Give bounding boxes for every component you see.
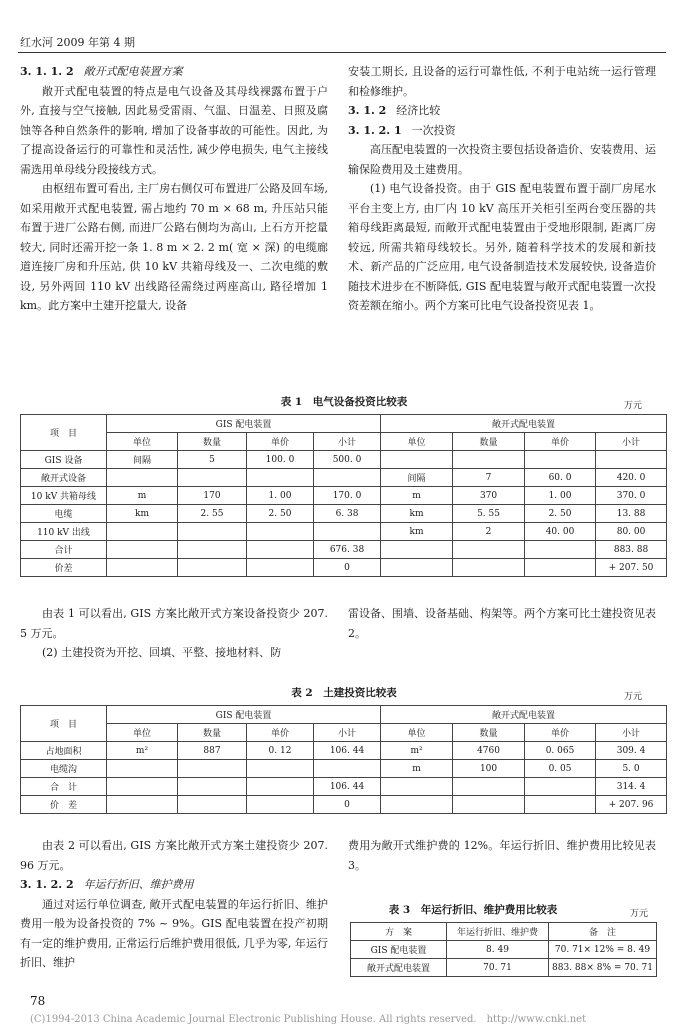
table-cell: 883. 88 (596, 541, 667, 559)
table-cell: 2. 50 (525, 505, 596, 523)
table-row (351, 941, 657, 959)
table-cell: 电缆沟 (21, 760, 107, 778)
section-number: 3. 1. 2. 1 (348, 123, 402, 137)
column-header: 单价 (247, 724, 314, 742)
table-cell: 106. 44 (314, 778, 381, 796)
column-header: 单价 (525, 433, 596, 451)
table-cell: 合 计 (21, 778, 107, 796)
section-title: 年运行折旧、维护费用 (83, 878, 194, 891)
section-heading-3112 (20, 62, 328, 82)
table-cell (107, 469, 178, 487)
table-cell (247, 541, 314, 559)
copyright-notice: (C)1994-2013 China Academic Journal Electronic Publishing House. All rights reserved. http://www.cnki.net (30, 1014, 587, 1025)
table-cell (381, 796, 453, 814)
table-cell: 13. 88 (596, 505, 667, 523)
table-cell: 敞开式配电装置 (351, 959, 447, 977)
table-cell: 0. 12 (247, 742, 314, 760)
table-cell: 7 (453, 469, 525, 487)
column-header: 单价 (247, 433, 314, 451)
paragraph: 通过对运行单位调查, 敞开式配电装置的年运行折旧、维护费用一般为设备投资的 7% ~ 9%。GIS 配电装置在投产初期有一定的维护费用, 正常运行后维护费用很低, 几乎为零, 年运行折旧、维护 (20, 897, 328, 969)
table-cell: 0. 05 (525, 760, 596, 778)
table-cell (525, 778, 596, 796)
table-cell: 370. 0 (596, 487, 667, 505)
table1-gis-header: GIS 配电装置 (107, 415, 381, 433)
table-cell: 0 (314, 796, 381, 814)
section-heading-3121 (348, 121, 656, 141)
table-cell (107, 541, 178, 559)
table2-subheader-row (21, 724, 667, 742)
table-cell (178, 778, 247, 796)
column-header: 年运行折旧、维护费 (447, 923, 549, 941)
table-row (21, 796, 667, 814)
table-cell: km (107, 505, 178, 523)
right-column-mid (348, 604, 656, 643)
table-cell (247, 523, 314, 541)
table-cell: 5. 55 (453, 505, 525, 523)
table-cell (453, 451, 525, 469)
paragraph: (2) 土建投资为开挖、回填、平整、接地材料、防 (42, 646, 282, 659)
table-cell (525, 451, 596, 469)
table-cell: 370 (453, 487, 525, 505)
table-row (21, 778, 667, 796)
table-cell (453, 778, 525, 796)
table-cell (525, 796, 596, 814)
paragraph: 由枢纽布置可看出, 主厂房右侧仅可布置进厂公路及回车场, 如采用敞开式配电装置, 需占地约 70 m × 68 m, 升压站只能布置于进厂公路右侧, 而进厂公路右侧均为高山, 上石方开挖量较大, 同时还需开挖一条 1. 8 m × 2. 2 m( 宽 × 深) 的电缆廊道连接厂房和升压站, 供 10 kV 共箱母线及一、二次电缆的敷设, 另外两回 110 kV 出线路径需绕过两座高山, 路径增加 1 km。此方案中土建开挖量大, 设备 (20, 182, 328, 312)
column-header: 单价 (525, 724, 596, 742)
page-number: 78 (30, 994, 46, 1008)
table-cell: m² (381, 742, 453, 760)
column-header: 小计 (314, 724, 381, 742)
table-cell: 合计 (21, 541, 107, 559)
table-row (21, 541, 667, 559)
column-header: 单位 (107, 433, 178, 451)
table-cell: 10 kV 共箱母线 (21, 487, 107, 505)
table-cell: m² (107, 742, 178, 760)
table-cell (247, 796, 314, 814)
table-cell (381, 451, 453, 469)
table-cell: 40. 00 (525, 523, 596, 541)
table-cell: 1. 00 (525, 487, 596, 505)
table-cell: 170 (178, 487, 247, 505)
table-cell: 6. 38 (314, 505, 381, 523)
table-cell: 60. 0 (525, 469, 596, 487)
table-cell (107, 778, 178, 796)
table1-subheader-row (21, 433, 667, 451)
column-header: 方 案 (351, 923, 447, 941)
table3-unit: 万元 (630, 909, 649, 919)
table-cell: GIS 配电装置 (351, 941, 447, 959)
table-cell: + 207. 50 (596, 559, 667, 577)
left-column-mid (20, 604, 328, 663)
table2-gis-header: GIS 配电装置 (107, 706, 381, 724)
section-heading-312 (348, 101, 656, 121)
section-heading-3122 (20, 875, 328, 895)
table-row (21, 742, 667, 760)
table-cell (453, 541, 525, 559)
table-cell (247, 778, 314, 796)
table-cell (314, 469, 381, 487)
table-cell (525, 541, 596, 559)
table-cell (178, 796, 247, 814)
table-cell (107, 559, 178, 577)
right-column-top (348, 62, 656, 316)
table-cell: 100. 0 (247, 451, 314, 469)
table-cell (381, 559, 453, 577)
table-cell: 100 (453, 760, 525, 778)
column-header: 数量 (178, 433, 247, 451)
header-rule (18, 52, 666, 53)
section-number: 3. 1. 2. 2 (20, 878, 74, 891)
table-cell (178, 541, 247, 559)
table-cell: 110 kV 出线 (21, 523, 107, 541)
table-cell (107, 760, 178, 778)
table-cell: 间隔 (107, 451, 178, 469)
table-cell: 0 (314, 559, 381, 577)
paragraph: (1) 电气设备投资。由于 GIS 配电装置布置于副厂房尾水平台主变上方, 由厂内 10 kV 高压开关柜引至两台变压器的共箱母线距离最短, 而敞开式配电装置由于受地形限制, 距离厂房较远, 所需共箱母线较长。另外, 随着科学技术的发展和新技术、新产品的广泛应用, 电气设备制造技术发展较快, 设备造价随技术进步在不断降低, GIS 配电装置与敞开式配电装置一次投资差额在缩小。两个方案可比电气设备投资见表 1。 (348, 182, 656, 312)
table-cell (247, 760, 314, 778)
table-cell (178, 559, 247, 577)
table-row (21, 451, 667, 469)
table-cell: 2. 50 (247, 505, 314, 523)
table2-title: 表 2 土建投资比较表 (291, 687, 397, 699)
paragraph: 敞开式配电装置的特点是电气设备及其母线裸露布置于户外, 直接与空气接触, 因此易受雷雨、气温、日温差、日照及腐蚀等各种自然条件的影响, 增加了设备事故的可能性。因此, 为了提高设备运行的可靠性和灵活性, 减少停电损失, 电气主接线需选用单母线分段接线方式。 (20, 84, 328, 176)
table2 (20, 705, 667, 814)
table-cell: 70. 71 (447, 959, 549, 977)
table-cell (178, 523, 247, 541)
table-cell (525, 559, 596, 577)
column-header: 数量 (453, 433, 525, 451)
table-cell: 4760 (453, 742, 525, 760)
left-column-top (20, 62, 328, 316)
table-cell: + 207. 96 (596, 796, 667, 814)
table-cell: 70. 71× 12% = 8. 49 (549, 941, 657, 959)
table-cell: 420. 0 (596, 469, 667, 487)
table-cell: km (381, 523, 453, 541)
section-title: 敞开式配电装置方案 (83, 65, 183, 78)
table1 (20, 414, 667, 577)
table-cell (314, 523, 381, 541)
table-cell: m (381, 487, 453, 505)
column-header: 数量 (453, 724, 525, 742)
table-cell (453, 796, 525, 814)
table1-item-header: 项 目 (21, 415, 107, 451)
table-cell (247, 469, 314, 487)
column-header: 单位 (107, 724, 178, 742)
paragraph: 由表 2 可以看出, GIS 方案比敞开式方案土建投资少 207. 96 万元。 (20, 839, 328, 872)
table3-title: 表 3 年运行折旧、维护费用比较表 (388, 904, 558, 916)
table-cell: m (107, 487, 178, 505)
table-cell: km (381, 505, 453, 523)
column-header: 小计 (596, 433, 667, 451)
table-cell: GIS 设备 (21, 451, 107, 469)
table-cell: 106. 44 (314, 742, 381, 760)
table-cell: 电缆 (21, 505, 107, 523)
table-cell (453, 559, 525, 577)
table-cell: 2. 55 (178, 505, 247, 523)
section-title: 一次投资 (411, 123, 456, 137)
column-header: 单位 (381, 724, 453, 742)
table-cell (178, 760, 247, 778)
left-column-bottom (20, 836, 328, 973)
table-cell (107, 523, 178, 541)
table-row (21, 469, 667, 487)
table-cell: 5 (178, 451, 247, 469)
table-row (21, 760, 667, 778)
table-cell: 883. 88× 8% = 70. 71 (549, 959, 657, 977)
table2-open-header: 敞开式配电装置 (381, 706, 667, 724)
section-title: 经济比较 (396, 104, 441, 117)
table3 (350, 922, 657, 977)
section-number: 3. 1. 1. 2 (20, 65, 74, 78)
table-cell: 价 差 (21, 796, 107, 814)
paragraph: 由表 1 可以看出, GIS 方案比敞开式方案设备投资少 207. 5 万元。 (20, 607, 328, 640)
table-cell (381, 778, 453, 796)
table3-header-row (351, 923, 657, 941)
table-cell (381, 541, 453, 559)
table-cell: 887 (178, 742, 247, 760)
table-cell: 8. 49 (447, 941, 549, 959)
table-row (21, 559, 667, 577)
table-cell: 2 (453, 523, 525, 541)
table-cell: 676. 38 (314, 541, 381, 559)
table-cell (178, 469, 247, 487)
table-cell: 5. 0 (596, 760, 667, 778)
column-header: 数量 (178, 724, 247, 742)
table-cell: 500. 0 (314, 451, 381, 469)
table-cell (107, 796, 178, 814)
table-cell: 0. 065 (525, 742, 596, 760)
paragraph: 雷设备、围墙、设备基础、构架等。两个方案可比土建投资见表 2。 (348, 607, 656, 640)
table1-open-header: 敞开式配电装置 (381, 415, 667, 433)
table2-unit: 万元 (624, 692, 643, 702)
table-cell (596, 451, 667, 469)
table1-title: 表 1 电气设备投资比较表 (280, 396, 408, 408)
paragraph: 高压配电装置的一次投资主要包括设备造价、安装费用、运输保险费用及土建费用。 (348, 143, 656, 176)
table-row (351, 959, 657, 977)
column-header: 小计 (314, 433, 381, 451)
table-cell (247, 559, 314, 577)
table-cell: 价差 (21, 559, 107, 577)
table-row (21, 523, 667, 541)
table-cell: 309. 4 (596, 742, 667, 760)
table-cell: 占地面积 (21, 742, 107, 760)
table-row (21, 487, 667, 505)
right-column-bottom (348, 836, 656, 875)
column-header: 备 注 (549, 923, 657, 941)
table-cell: m (381, 760, 453, 778)
table-cell: 170. 0 (314, 487, 381, 505)
table1-unit: 万元 (624, 401, 643, 411)
journal-header: 红水河 2009 年第 4 期 (20, 36, 135, 49)
paragraph: 安装工期长, 且设备的运行可靠性低, 不利于电站统一运行管理和检修维护。 (348, 65, 656, 98)
table-cell: 314. 4 (596, 778, 667, 796)
table-cell: 敞开式设备 (21, 469, 107, 487)
table-cell: 间隔 (381, 469, 453, 487)
column-header: 单位 (381, 433, 453, 451)
section-number: 3. 1. 2 (348, 104, 387, 117)
paragraph: 费用为敞开式维护费的 12%。年运行折旧、维护费用比较见表 3。 (348, 839, 656, 872)
column-header: 小计 (596, 724, 667, 742)
table2-item-header: 项 目 (21, 706, 107, 742)
table-row (21, 505, 667, 523)
table-cell: 80. 00 (596, 523, 667, 541)
table-cell (314, 760, 381, 778)
table-cell: 1. 00 (247, 487, 314, 505)
